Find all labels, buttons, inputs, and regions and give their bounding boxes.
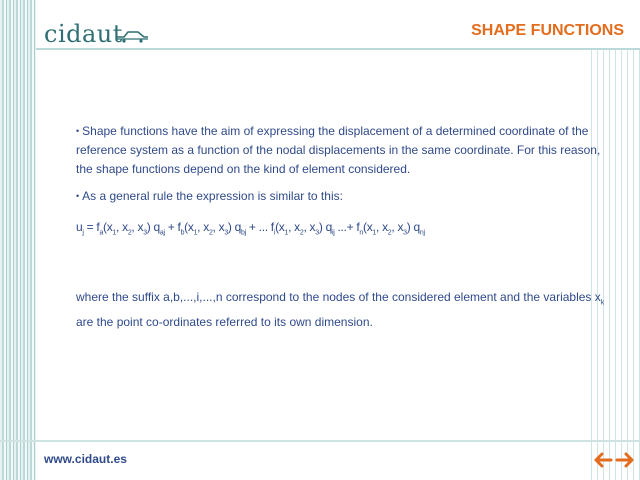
shape-function-formula: $u_j = f_a(x_1$, $x_2$, $x_3$) $q_{aj} + f_b(x_1$, $x_2$, $x_3$) $q_{bj}$ + ... $f_i(x_1$, $x_2$, $x_3$) $q_{ij}$ ...+ $f_n(x_1$, $x_2$, $x_3$) $q_{nj}$ [76,220,425,237]
bullet-paragraph-1: • Shape functions have the aim of expressing the displacement of a determined coordinate of the reference system as a function of the nodal displacements in the same coordinate. For this reason, the shape functions depend on the kind of element considered. [76,124,601,176]
page-title: SHAPE FUNCTIONS [471,22,624,39]
where-paragraph: where the suffix a,b,...,i,...,n correspond to the nodes of the considered element and the variables $x_k$ are the point co-ordinates referred to its own dimension. [76,290,605,329]
bullet-icon: • [76,191,80,201]
bullet-paragraph-2: • As a general rule the expression is similar to this: [76,189,343,203]
left-stripe-decoration [0,0,36,480]
car-logo-icon [114,27,150,43]
footer-left-stripe [0,442,36,480]
content-area [76,122,606,340]
arrow-right-icon[interactable] [614,450,636,470]
arrow-right-icon[interactable] [614,450,636,470]
arrow-left-icon[interactable] [592,450,614,470]
arrow-left-icon[interactable] [592,450,614,470]
logo-text: cidaut [44,20,123,48]
bullet-icon: • [76,126,80,136]
footer-url[interactable]: www.cidaut.es [44,452,127,466]
